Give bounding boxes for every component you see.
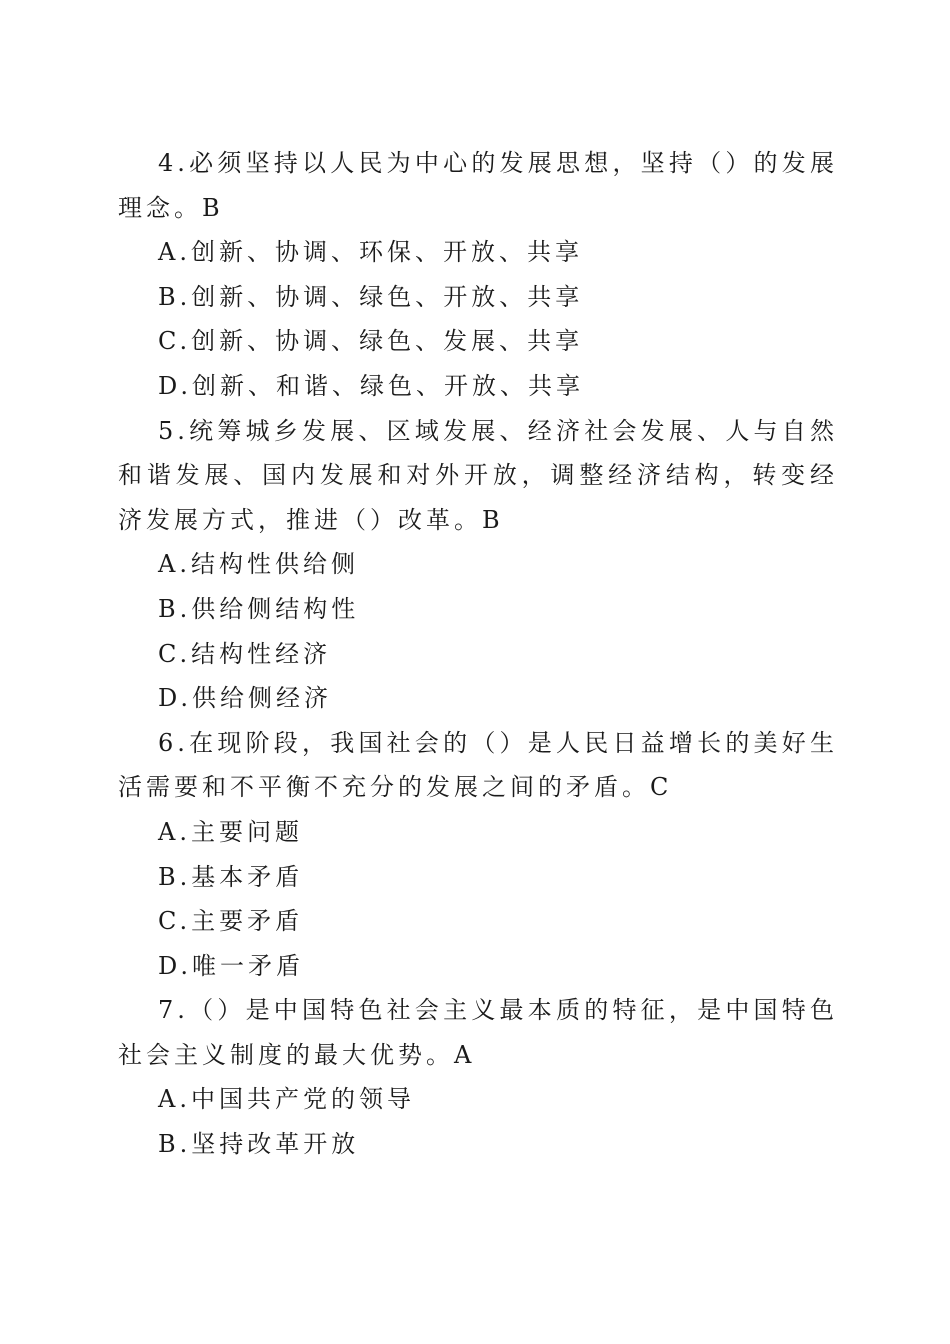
question-7-stem: 7.（）是中国特色社会主义最本质的特征，是中国特色社会主义制度的最大优势。A (118, 996, 838, 1069)
question-7-option-a: A.中国共产党的领导 (158, 1085, 415, 1114)
question-4-option-a: A.创新、协调、环保、开放、共享 (158, 238, 583, 267)
question-7-option-b: B.坚持改革开放 (158, 1130, 360, 1159)
question-5-stem: 5.统筹城乡发展、区域发展、经济社会发展、人与自然和谐发展、国内发展和对外开放，调整经济结构，转变经济发展方式，推进（）改革。B (118, 416, 838, 534)
question-5-option-c: C.结构性经济 (158, 639, 332, 668)
question-6-stem: 6.在现阶段，我国社会的（）是人民日益增长的美好生活需要和不平衡不充分的发展之间的矛盾。C (118, 728, 838, 802)
question-4-option-d: D.创新、和谐、绿色、开放、共享 (158, 371, 585, 400)
question-6-option-a: A.主要问题 (158, 817, 303, 846)
question-4-option-b: B.创新、协调、绿色、开放、共享 (158, 282, 584, 311)
question-5-option-b: B.供给侧结构性 (158, 594, 360, 623)
question-6-option-b: B.基本矛盾 (158, 862, 304, 891)
question-4-stem: 4.必须坚持以人民为中心的发展思想，坚持（）的发展理念。B (118, 149, 838, 222)
question-4-option-c: C.创新、协调、绿色、发展、共享 (158, 327, 584, 356)
question-6-option-d: D.唯一矛盾 (158, 951, 305, 980)
question-list (118, 141, 838, 1167)
question-5-option-a: A.结构性供给侧 (158, 550, 359, 579)
question-5-option-d: D.供给侧经济 (158, 684, 333, 713)
question-6-option-c: C.主要矛盾 (158, 907, 304, 936)
